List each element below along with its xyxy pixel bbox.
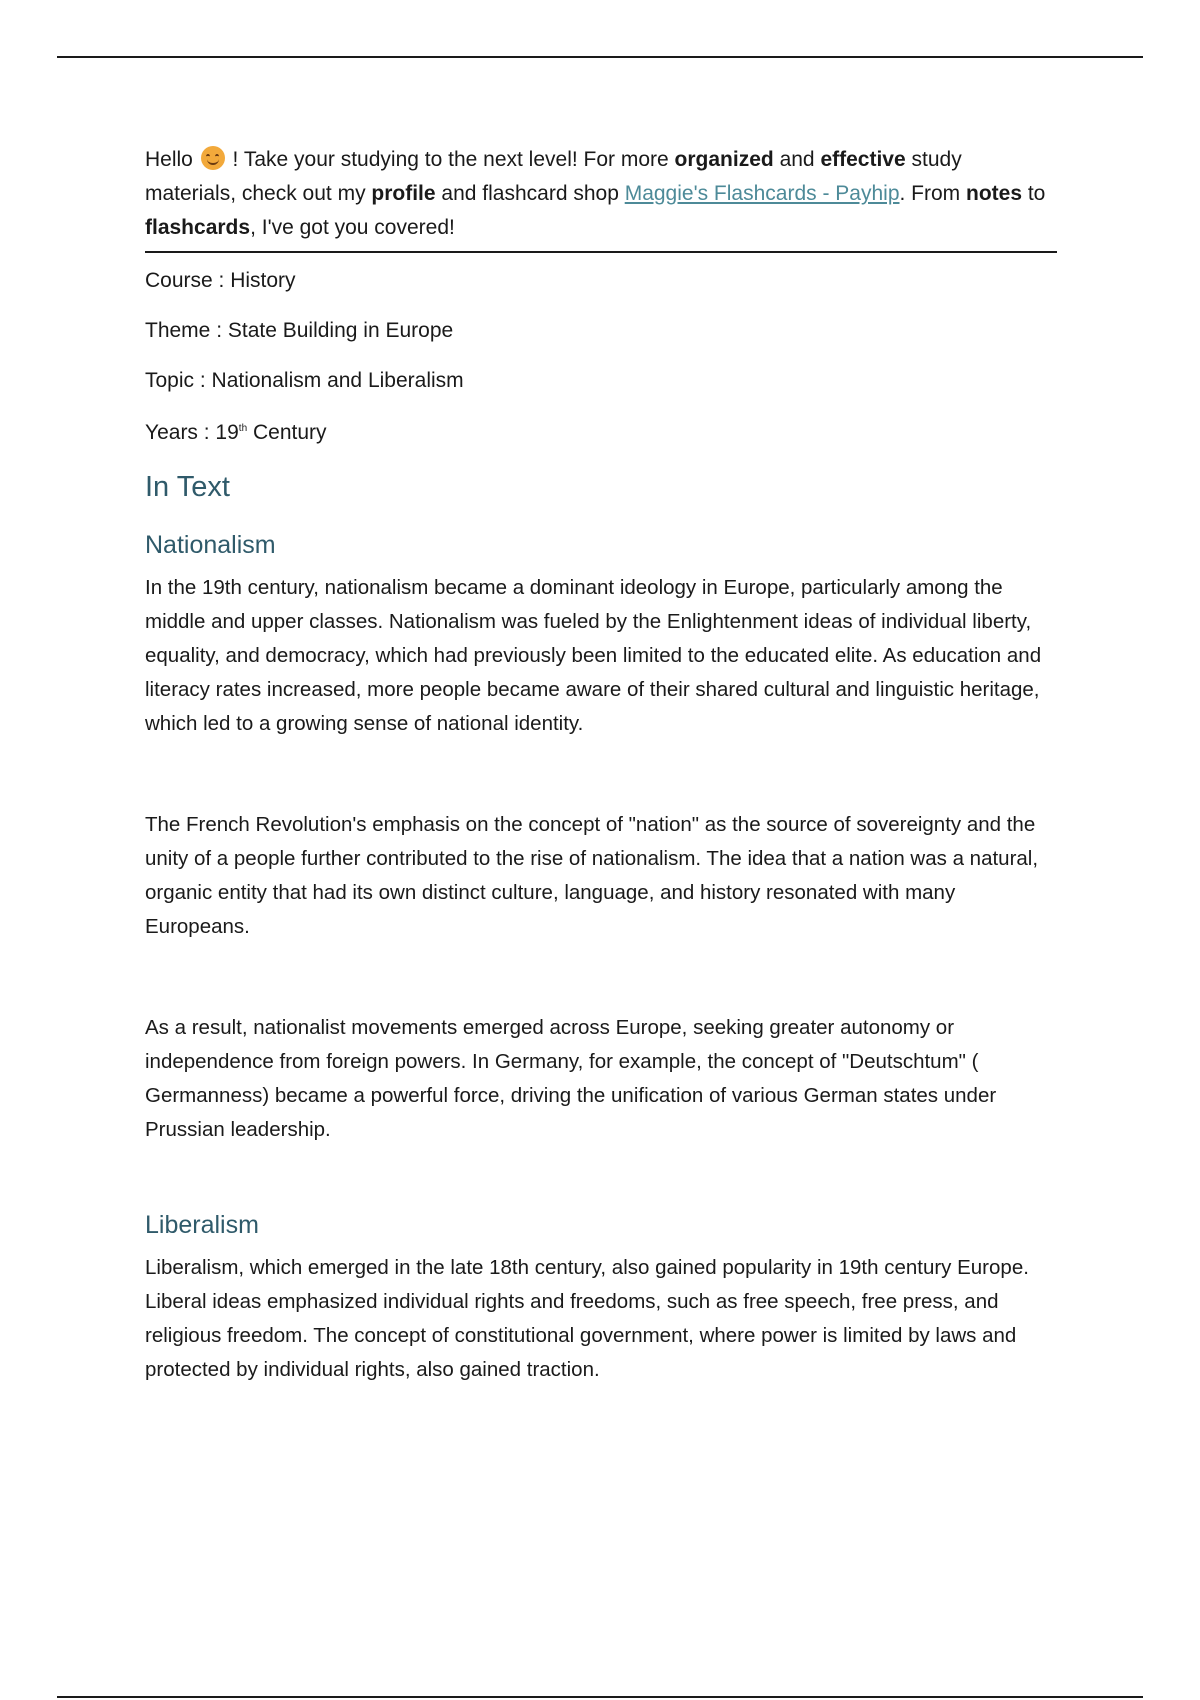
- liberalism-paragraph-1: Liberalism, which emerged in the late 18th century, also gained popularity in 19th century Europe. Liberal ideas emphasized individual rights and freedoms, such as free speech, free press, and religious freedom. The concept of constitutional government, where power is limited by laws and protected by individual rights, also gained traction.: [145, 1256, 1029, 1381]
- nationalism-paragraph-3: As a result, nationalist movements emerged across Europe, seeking greater autonomy or independence from foreign powers. In Germany, for example, the concept of "Deutschtum" ( Germanness) became a powerful force, driving the unification of various German states under Prussian leadership.: [145, 1016, 997, 1141]
- intro-bold-organized: organized: [674, 148, 774, 171]
- intro-greeting: Hello: [145, 148, 193, 171]
- intro-bold-effective: effective: [820, 148, 906, 171]
- intro-text: and flashcard shop: [435, 182, 625, 205]
- intro-bold-profile: profile: [371, 182, 436, 205]
- topic-line: Topic : Nationalism and Liberalism: [145, 369, 464, 392]
- main-heading: In Text: [145, 471, 230, 503]
- intro-paragraph: [145, 143, 1057, 253]
- payhip-shop-link[interactable]: Maggie's Flashcards - Payhip: [624, 182, 900, 205]
- top-page-rule: [57, 56, 1143, 58]
- intro-text: study materials, check out my: [145, 148, 962, 205]
- years-suffix: Century: [247, 421, 327, 444]
- years-prefix: Years : 19: [145, 421, 239, 444]
- nationalism-paragraph-1: In the 19th century, nationalism became a dominant ideology in Europe, particularly among the middle and upper classes. Nationalism was fueled by the Enlightenment ideas of individual liberty, equality, and democracy, which had previously been limited to the educated elite. As education and literacy rates increased, more people became aware of their shared cultural and linguistic heritage, which led to a growing sense of national identity.: [145, 576, 1042, 735]
- intro-text: . From: [899, 182, 966, 205]
- years-line: [145, 415, 1060, 447]
- years-superscript: th: [238, 423, 248, 434]
- intro-text: , I've got you covered!: [250, 216, 455, 239]
- nationalism-heading: Nationalism: [145, 531, 276, 559]
- course-line: Course : History: [145, 269, 296, 292]
- theme-line: Theme : State Building in Europe: [145, 319, 454, 342]
- nationalism-paragraph-2: The French Revolution's emphasis on the concept of "nation" as the source of sovereignty and the unity of a people further contributed to the rise of nationalism. The idea that a nation was a natural, organic entity that had its own distinct culture, language, and history resonated with many Europeans.: [145, 813, 1039, 938]
- intro-text: ! Take your studying to the next level! For more: [232, 148, 675, 171]
- document-body: [145, 143, 1060, 1387]
- intro-text: and: [773, 148, 821, 171]
- bottom-page-rule: [57, 1696, 1143, 1698]
- smiling-face-icon: [201, 146, 225, 170]
- intro-text: to: [1022, 182, 1046, 205]
- intro-bold-flashcards: flashcards: [145, 216, 251, 239]
- intro-bold-notes: notes: [966, 182, 1023, 205]
- liberalism-heading: Liberalism: [145, 1211, 259, 1239]
